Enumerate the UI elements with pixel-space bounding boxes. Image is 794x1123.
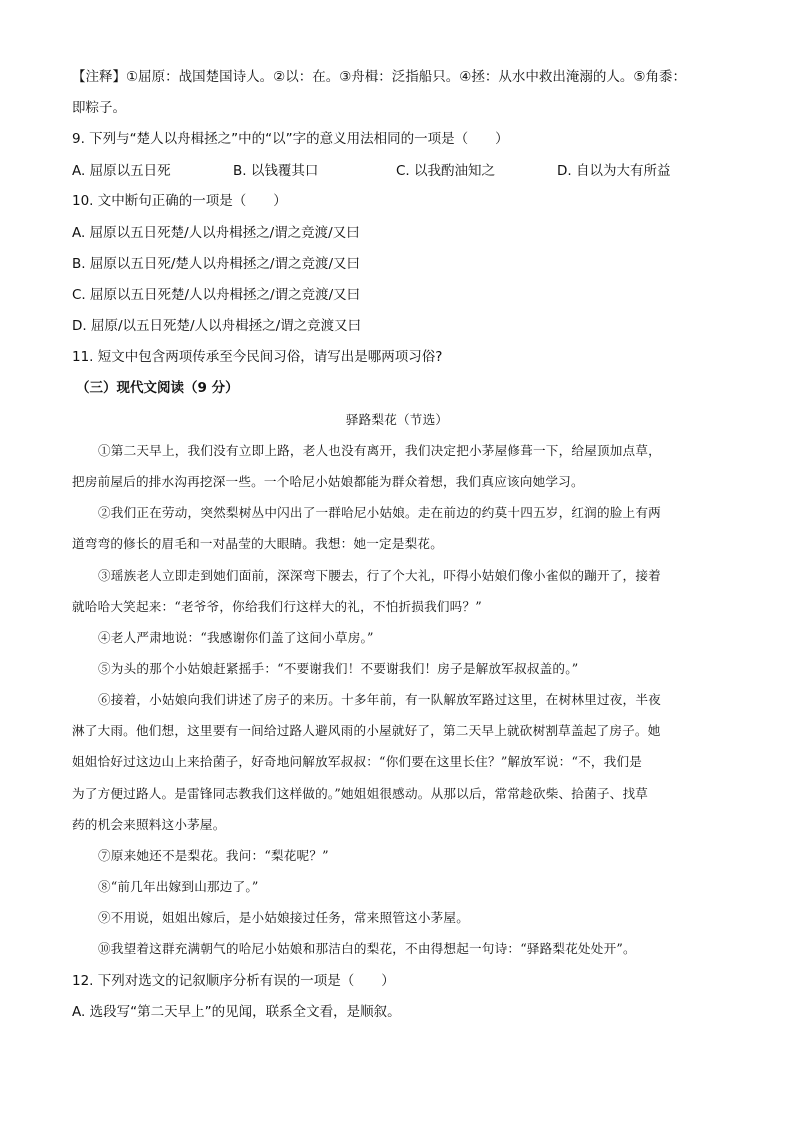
article-line: ④老人严肃地说：“我感谢你们盖了这间小草房。” <box>98 630 374 645</box>
annotation-line-2: 即粽子。 <box>72 100 126 116</box>
question-12-stem: 12. 下列对选文的记叙顺序分析有误的一项是（ ） <box>72 973 395 989</box>
article-line: ③瑶族老人立即走到她们面前，深深弯下腰去，行了个大礼，吓得小姑娘们像小雀似的蹦开了，接着 <box>98 568 661 583</box>
article-line: 姐姐恰好过这边山上来拾菌子，好奇地问解放军叔叔：“你们要在这里长住？”解放军说：“不，我们是 <box>72 754 643 769</box>
article-line: 药的机会来照料这小茅屋。 <box>72 817 226 832</box>
question-10-option-b: B. 屈原以五日死/楚人以舟楫拯之/谓之竞渡/又曰 <box>72 256 360 272</box>
question-9-option-a: A. 屈原以五日死 <box>72 163 171 179</box>
annotation-line-1: 【注释】①屈原：战国楚国诗人。②以：在。③舟楫：泛指船只。④拯：从水中救出淹溺的人。⑤角黍： <box>72 69 687 85</box>
article-title: 驿路梨花（节选） <box>345 412 449 427</box>
article-line: 淋了大雨。他们想，这里要有一间给过路人避风雨的小屋就好了，第二天早上就砍树割草盖起了房子。她 <box>72 723 661 738</box>
question-9-option-b: B. 以钱覆其口 <box>233 163 319 179</box>
article-line: ⑩我望着这群充满朝气的哈尼小姑娘和那洁白的梨花，不由得想起一句诗：“驿路梨花处处开”。 <box>98 941 636 956</box>
question-9-option-d: D. 自以为大有所益 <box>557 163 671 179</box>
question-10-stem: 10. 文中断句正确的一项是（ ） <box>72 193 287 209</box>
article-line: ⑧“前几年出嫁到山那边了。” <box>98 879 259 894</box>
article-line: ②我们正在劳动，突然梨树丛中闪出了一群哈尼小姑娘。走在前边的约莫十四五岁，红润的脸上有两 <box>98 505 661 520</box>
question-12-option-a: A. 选段写“第二天早上”的见闻，联系全文看，是顺叙。 <box>72 1004 401 1020</box>
question-9-stem: 9. 下列与“楚人以舟楫拯之”中的“以”字的意义用法相同的一项是（ ） <box>72 131 509 147</box>
article-line: ⑨不用说，姐姐出嫁后，是小姑娘接过任务，常来照管这小茅屋。 <box>98 910 470 925</box>
question-11-stem: 11. 短文中包含两项传承至今民间习俗，请写出是哪两项习俗? <box>72 349 443 365</box>
section-heading: （三）现代文阅读（9 分） <box>76 380 239 396</box>
article-line: 道弯弯的修长的眉毛和一对晶莹的大眼睛。我想：她一定是梨花。 <box>72 536 444 551</box>
question-10-option-d: D. 屈原/以五日死楚/人以舟楫拯之/谓之竞渡又曰 <box>72 318 362 334</box>
article-line: 为了方便过路人。是雷锋同志教我们这样做的。”她姐姐很感动。从那以后，常常趁砍柴、拾菌子、找草 <box>72 786 649 801</box>
question-9-option-c: C. 以我酌油知之 <box>396 163 496 179</box>
article-line: ⑥接着，小姑娘向我们讲述了房子的来历。十多年前，有一队解放军路过这里，在树林里过夜，半夜 <box>98 692 661 707</box>
article-line: 就哈哈大笑起来：“老爷爷，你给我们行这样大的礼，不怕折损我们吗？” <box>72 599 482 614</box>
article-line: ⑦原来她还不是梨花。我问：“梨花呢？” <box>98 848 329 863</box>
article-line: 把房前屋后的排水沟再挖深一些。一个哈尼小姑娘都能为群众着想，我们真应该向她学习。 <box>72 474 584 489</box>
question-10-option-c: C. 屈原以五日死楚/人以舟楫拯之/谓之竞渡/又曰 <box>72 287 361 303</box>
article-line: ⑤为头的那个小姑娘赶紧摇手：“不要谢我们！不要谢我们！房子是解放军叔叔盖的。” <box>98 661 579 676</box>
question-10-option-a: A. 屈原以五日死楚/人以舟楫拯之/谓之竞渡/又曰 <box>72 225 360 241</box>
article-line: ①第二天早上，我们没有立即上路，老人也没有离开，我们决定把小茅屋修葺一下，给屋顶加点草， <box>98 443 661 458</box>
